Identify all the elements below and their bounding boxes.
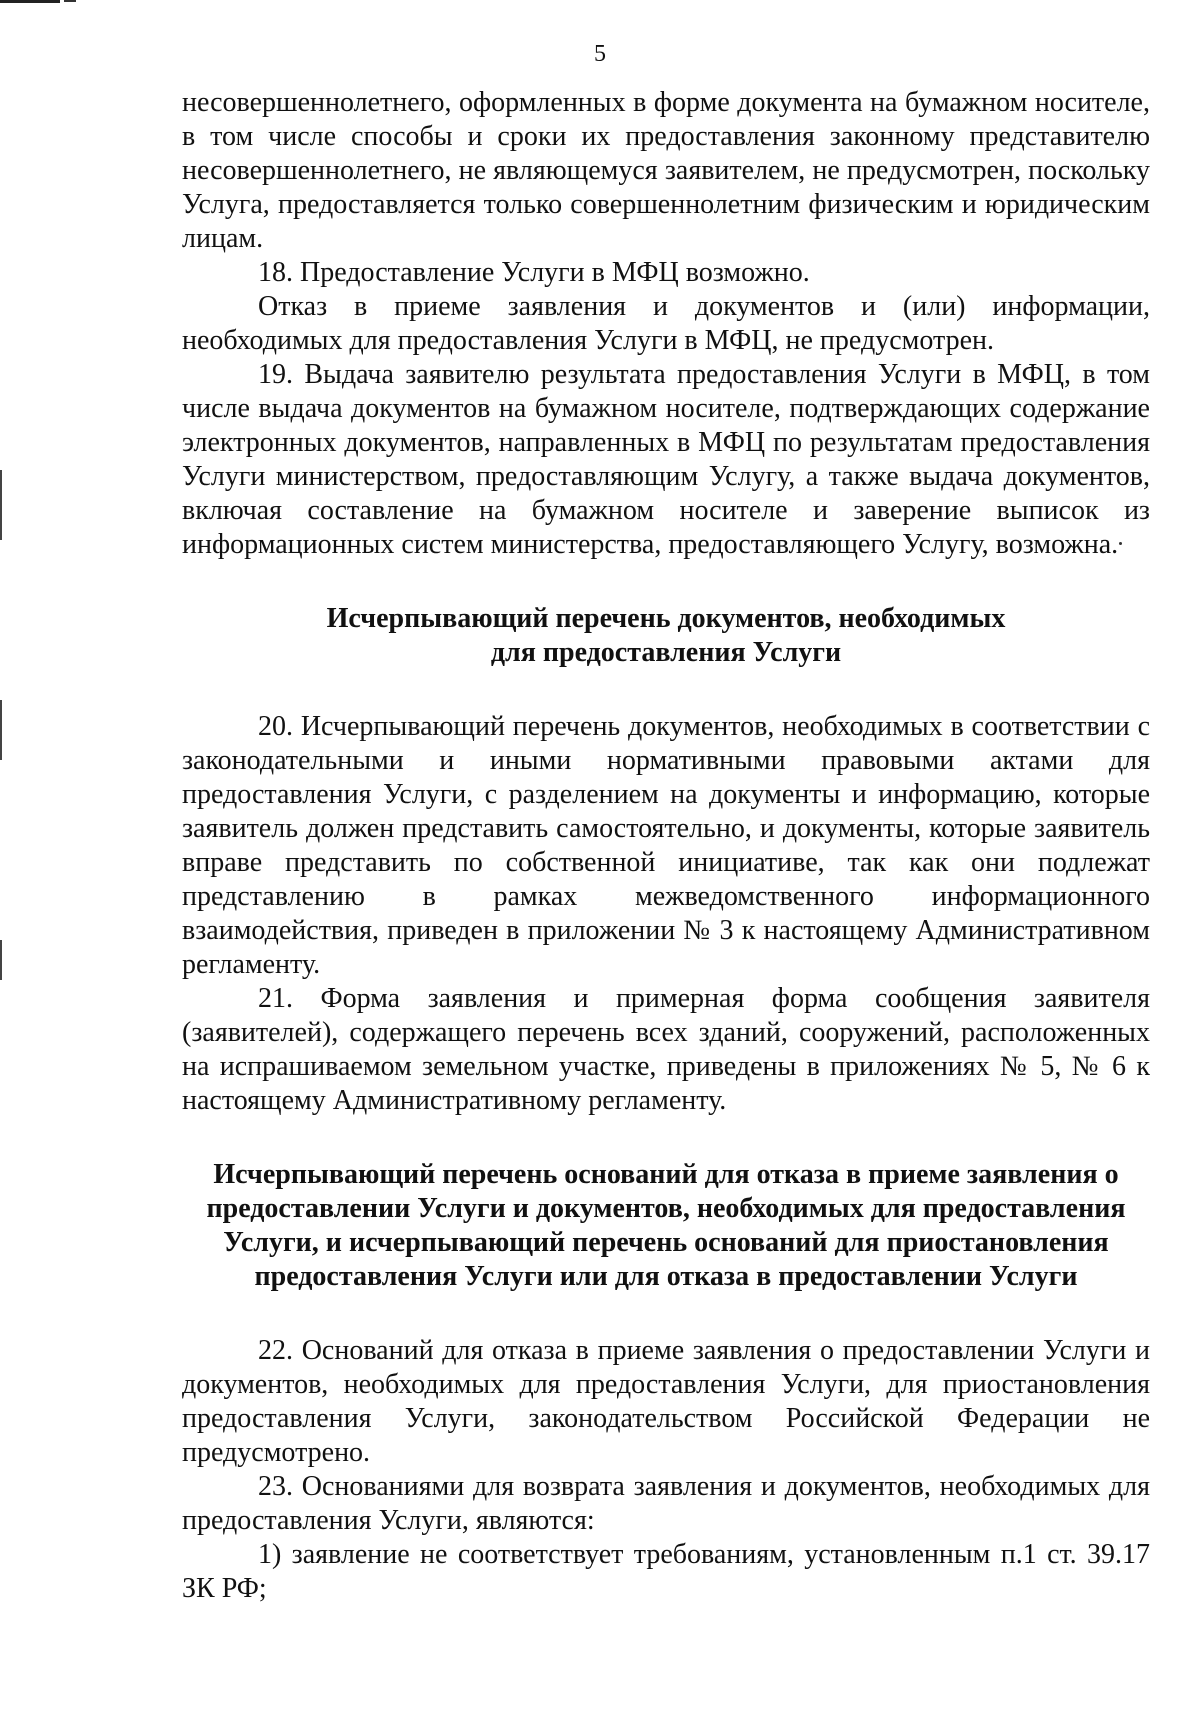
- paragraph-23: 23. Основаниями для возврата заявления и документов, необходимых для предоставления Услуги, являются:: [182, 1471, 1150, 1536]
- paragraph-19: 19. Выдача заявителю результата предоставления Услуги в МФЦ, в том числе выдача документов на бумажном носителе, подтверждающих содержание электронных документов, направленных в МФЦ по результатам предоставления Услуги министерством, предоставляющим Услугу, а также выдача документов, включая составление на бумажном носителе и заверение выписок из информационных систем министерства, предоставляющего Услугу, возможна.: [182, 359, 1150, 560]
- page-number: 5: [594, 41, 606, 67]
- paragraph-18: 18. Предоставление Услуги в МФЦ возможно.: [258, 257, 810, 288]
- document-body: [182, 86, 1150, 1606]
- list-item: 1) заявление не соответствует требованиям, установленным п.1 ст. 39.17 ЗК РФ;: [182, 1539, 1150, 1604]
- paragraph-20: 20. Исчерпывающий перечень документов, необходимых в соответствии с законодательными и иными нормативными правовыми актами для предоставления Услуги, с разделением на документы и информацию, которые заявитель должен представить самостоятельно, и документы, которые заявитель вправе представить по собственной инициативе, так как они подлежат представлению в рамках межведомственного информационного взаимодействия, приведен в приложении № 3 к настоящему Административном регламенту.: [182, 711, 1150, 980]
- scan-edge-mark: [0, 0, 60, 3]
- scan-edge-mark: [64, 0, 76, 2]
- paragraph-21: 21. Форма заявления и примерная форма сообщения заявителя (заявителей), содержащего перечень всех зданий, сооружений, расположенных на испрашиваемом земельном участке, приведены в приложениях № 5, № 6 к настоящему Административному регламенту.: [182, 983, 1150, 1116]
- paragraph: несовершеннолетнего, оформленных в форме документа на бумажном носителе, в том числе способы и сроки их предоставления законному представителю несовершеннолетнего, не являющемуся заявителем, не предусмотрен, поскольку Услуга, предоставляется только совершеннолетним физическим и юридическим лицам.: [182, 87, 1150, 254]
- heading-line: Услуги, и исчерпывающий перечень оснований для приостановления: [223, 1227, 1109, 1258]
- heading-line: предоставления Услуги или для отказа в предоставлении Услуги: [254, 1261, 1078, 1292]
- scan-edge-mark: [0, 700, 2, 760]
- section-heading-documents: [182, 602, 1150, 670]
- heading-line: предоставлении Услуги и документов, необходимых для предоставления: [206, 1193, 1126, 1224]
- section-heading-refusal-grounds: [182, 1158, 1150, 1294]
- heading-line: Исчерпывающий перечень документов, необходимых: [326, 603, 1006, 634]
- heading-line: для предоставления Услуги: [490, 637, 842, 668]
- scan-edge-mark: [0, 940, 2, 980]
- scan-edge-mark: [0, 470, 2, 540]
- paragraph: Отказ в приеме заявления и документов и (или) информации, необходимых для предоставления Услуги в МФЦ, не предусмотрен.: [182, 291, 1150, 356]
- heading-line: Исчерпывающий перечень оснований для отказа в приеме заявления о: [213, 1159, 1119, 1190]
- paragraph-22: 22. Оснований для отказа в приеме заявления о предоставлении Услуги и документов, необходимых для предоставления Услуги, для приостановления предоставления Услуги, законодательством Российской Федерации не предусмотрено.: [182, 1335, 1150, 1468]
